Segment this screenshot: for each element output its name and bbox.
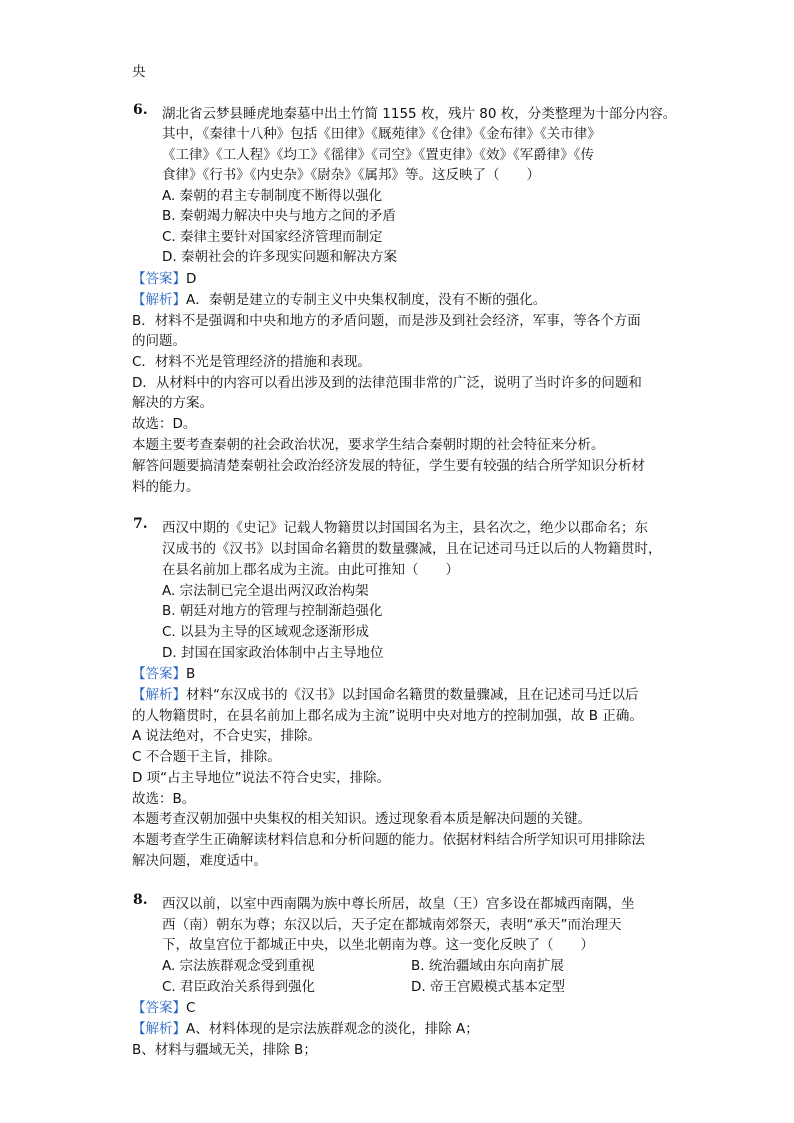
answer-value: C [186, 1000, 196, 1016]
option-a: A. 宗法制已完全退出两汉政治构架 [162, 583, 369, 599]
question-stem-line: 其中，《秦律十八种》包括《田律》《厩苑律》《仓律》《金布律》《关市律》 [162, 126, 601, 142]
analysis-text: 本题主要考查秦朝的社会政治状况，要求学生结合秦朝时期的社会特征来分析。 [132, 437, 605, 453]
option-c: C. 君臣政治关系得到强化 [162, 979, 316, 995]
answer-tag: 【答案】 [132, 666, 186, 682]
analysis-line [132, 685, 639, 705]
question-stem-line: 西汉中期的《史记》记载人物籍贯以封国国名为主，县名次之，绝少以郡命名；东 [162, 520, 648, 536]
option-b: B. 秦朝竭力解决中央与地方之间的矛盾 [162, 208, 396, 224]
option-a: A. 秦朝的君主专制制度不断得以强化 [162, 188, 383, 204]
option-c: C. 以县为主导的区域观念逐渐形成 [162, 624, 370, 640]
analysis-line [132, 1019, 479, 1039]
answer-value: B [186, 666, 196, 682]
answer-tag: 【答案】 [132, 1000, 186, 1016]
question-number: 7. [133, 516, 148, 532]
question-stem-line: 食律》《行书》《内史杂》《尉杂》《属邦》等。这反映了（ ） [162, 167, 540, 183]
analysis-text: 故选：D。 [132, 416, 197, 432]
question-stem-line: 湖北省云梦县睡虎地秦墓中出土竹简 1155 枚，残片 80 枚，分类整理为十部分内容。 [162, 106, 677, 122]
analysis-text: D 项“占主导地位”说法不符合史实，排除。 [132, 770, 391, 786]
analysis-tag: 【解析】 [132, 687, 186, 703]
option-b: B. 朝廷对地方的管理与控制渐趋强化 [162, 603, 383, 619]
option-d: D. 封国在国家政治体制中占主导地位 [162, 645, 384, 661]
analysis-tag: 【解析】 [132, 1021, 186, 1037]
question-number: 8. [133, 892, 148, 908]
analysis-line [132, 290, 546, 310]
analysis-text: A、材料体现的是宗法族群观念的淡化，排除 A； [186, 1021, 479, 1037]
analysis-text: 解答问题要搞清楚秦朝社会政治经济发展的特征，学生要有较强的结合所学知识分析材 [132, 458, 645, 474]
analysis-text: 材料“东汉成书的《汉书》以封国命名籍贯的数量骤减，且在记述司马迁以后 [186, 687, 639, 703]
analysis-text: C 不合题干主旨，排除。 [132, 749, 281, 765]
option-b: B. 统治疆域由东向南扩展 [411, 958, 564, 974]
question-stem-line: 西汉以前，以室中西南隅为族中尊长所居，故皇（王）宫多设在都城西南隅，坐 [162, 896, 635, 912]
analysis-text: 的问题。 [132, 333, 186, 349]
analysis-tag: 【解析】 [132, 292, 186, 308]
option-c: C. 秦律主要针对国家经济管理而制定 [162, 229, 383, 245]
question-number: 6. [133, 102, 148, 118]
analysis-text: 料的能力。 [132, 479, 200, 495]
analysis-text: B、材料与疆域无关，排除 B； [132, 1042, 317, 1058]
question-stem-line: 在县名前加上郡名成为主流。由此可推知（ ） [162, 562, 459, 578]
analysis-text: 解决的方案。 [132, 395, 213, 411]
analysis-text: A．秦朝是建立的专制主义中央集权制度，没有不断的强化。 [186, 292, 547, 308]
analysis-text: 解决问题，难度适中。 [132, 853, 267, 869]
question-stem-line: 汉成书的《汉书》以封国命名籍贯的数量骤减，且在记述司马迁以后的人物籍贯时， [162, 541, 662, 557]
answer-line [132, 269, 196, 289]
option-d: D. 秦朝社会的许多现实问题和解决方案 [162, 249, 397, 265]
analysis-text: C．材料不光是管理经济的措施和表现。 [132, 354, 371, 370]
continued-fragment: 央 [132, 64, 146, 80]
answer-value: D [186, 271, 197, 287]
analysis-text: B．材料不是强调和中央和地方的矛盾问题，而是涉及到社会经济，军事，等各个方面 [132, 313, 641, 329]
analysis-text: 故选：B。 [132, 791, 196, 807]
option-d: D. 帝王宫殿模式基本定型 [411, 979, 565, 995]
answer-line [132, 664, 195, 684]
question-stem-line: 西（南）朝东为尊；东汉以后，天子定在都城南郊祭天，表明“承天”而治理天 [162, 917, 622, 933]
analysis-text: 本题考查学生正确解读材料信息和分析问题的能力。依据材料结合所学知识可用排除法 [132, 832, 645, 848]
option-a: A. 宗法族群观念受到重视 [162, 958, 315, 974]
question-stem-line: 《工律》《工人程》《均工》《徭律》《司空》《置吏律》《效》《军爵律》《传 [162, 147, 594, 163]
question-stem-line: 下，故皇宫位于都城正中央，以坐北朝南为尊。这一变化反映了（ ） [162, 937, 594, 953]
answer-line [132, 998, 195, 1018]
answer-tag: 【答案】 [132, 271, 186, 287]
analysis-text: 的人物籍贯时，在县名前加上郡名成为主流”说明中央对地方的控制加强，故 B 正确。 [132, 708, 643, 724]
analysis-text: D．从材料中的内容可以看出涉及到的法律范围非常的广泛，说明了当时许多的问题和 [132, 375, 642, 391]
analysis-text: A 说法绝对，不合史实，排除。 [132, 728, 322, 744]
analysis-text: 本题考查汉朝加强中央集权的相关知识。透过现象看本质是解决问题的关键。 [132, 811, 591, 827]
